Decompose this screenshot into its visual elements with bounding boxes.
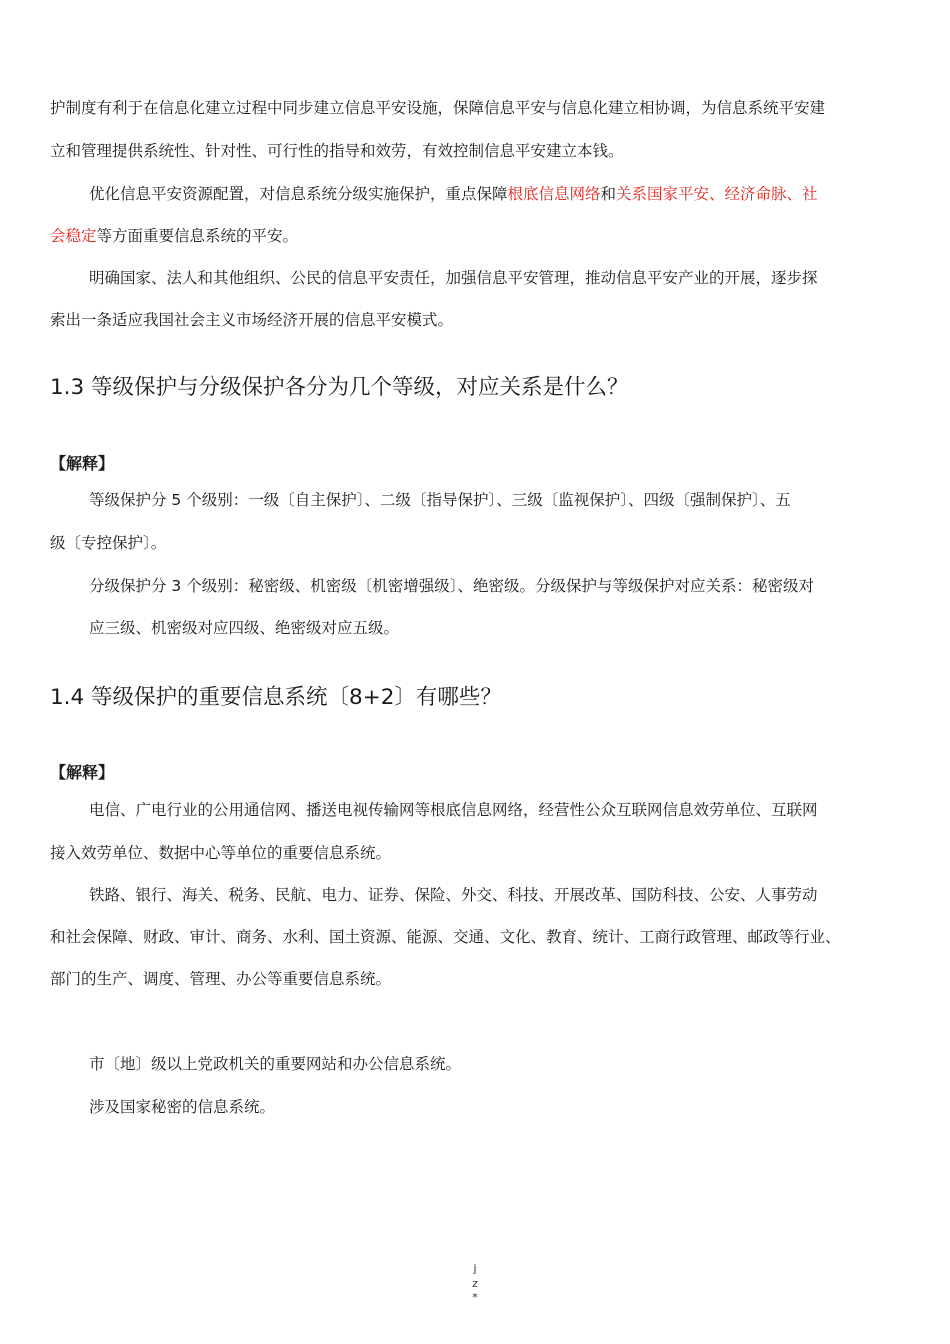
section-1-4-b-line-2: 和社会保障、财政、审计、商务、水利、国土资源、能源、交通、文化、教育、统计、工商行政管理、邮政等行业、 <box>50 928 841 946</box>
section-1-3-title: 1.3 等级保护与分级保护各分为几个等级，对应关系是什么？ <box>50 375 629 400</box>
section-1-4-c-line-1: 市〔地〕级以上党政机关的重要网站和办公信息系统。 <box>89 1055 462 1073</box>
section-1-4-a-line-2: 接入效劳单位、数据中心等单位的重要信息系统。 <box>50 844 392 862</box>
section-1-3-b-line-1: 分级保护分 3 个级别：秘密级、机密级〔机密增强级〕、绝密级。分级保护与等级保护对应关系：秘密级对 <box>89 577 814 595</box>
footer-mark-z: z <box>472 1277 478 1290</box>
paragraph-2-conjunction: 和 <box>600 185 617 203</box>
section-1-4-b-line-1: 铁路、银行、海关、税务、民航、电力、证券、保险、外交、科技、开展改革、国防科技、公安、人事劳动 <box>89 886 818 904</box>
paragraph-2-line-2 <box>50 226 298 246</box>
section-1-3-explanation-label: 【解释】 <box>50 454 115 473</box>
paragraph-1-line-1: 护制度有利于在信息化建立过程中同步建立信息平安设施，保障信息平安与信息化建立相协调，为信息系统平安建 <box>50 99 826 117</box>
paragraph-2-line-1 <box>89 184 818 204</box>
footer-mark-star: * <box>472 1291 478 1304</box>
section-1-4-explanation-label: 【解释】 <box>50 763 115 782</box>
section-1-3-b-line-2: 应三级、机密级对应四级、绝密级对应五级。 <box>89 619 400 637</box>
paragraph-2-text-end: 等方面重要信息系统的平安。 <box>96 227 299 245</box>
paragraph-3-line-2: 索出一条适应我国社会主义市场经济开展的信息平安模式。 <box>50 311 454 329</box>
section-1-3-a-line-1: 等级保护分 5 个级别：一级〔自主保护〕、二级〔指导保护〕、三级〔监视保护〕、四级〔强制保护〕、五 <box>89 491 791 509</box>
highlight-social-stability: 会稳定 <box>50 227 97 245</box>
paragraph-2-text: 优化信息平安资源配置，对信息系统分级实施保护，重点保障 <box>89 185 508 203</box>
highlight-basic-network: 根底信息网络 <box>507 185 601 203</box>
footer-mark-j: j <box>473 1262 477 1275</box>
section-1-4-b-line-3: 部门的生产、调度、管理、办公等重要信息系统。 <box>50 970 392 988</box>
section-1-3-a-line-2: 级〔专控保护〕。 <box>50 534 167 552</box>
section-1-4-title: 1.4 等级保护的重要信息系统〔8+2〕有哪些？ <box>50 685 502 710</box>
section-1-4-d-line-1: 涉及国家秘密的信息系统。 <box>89 1098 276 1116</box>
paragraph-3-line-1: 明确国家、法人和其他组织、公民的信息平安责任，加强信息平安管理，推动信息平安产业的开展，逐步探 <box>89 269 818 287</box>
highlight-national-security: 关系国家平安、经济命脉、社 <box>616 185 818 203</box>
section-1-4-a-line-1: 电信、广电行业的公用通信网、播送电视传输网等根底信息网络，经营性公众互联网信息效劳单位、互联网 <box>89 801 818 819</box>
paragraph-1-line-2: 立和管理提供系统性、针对性、可行性的指导和效劳，有效控制信息平安建立本钱。 <box>50 142 624 160</box>
